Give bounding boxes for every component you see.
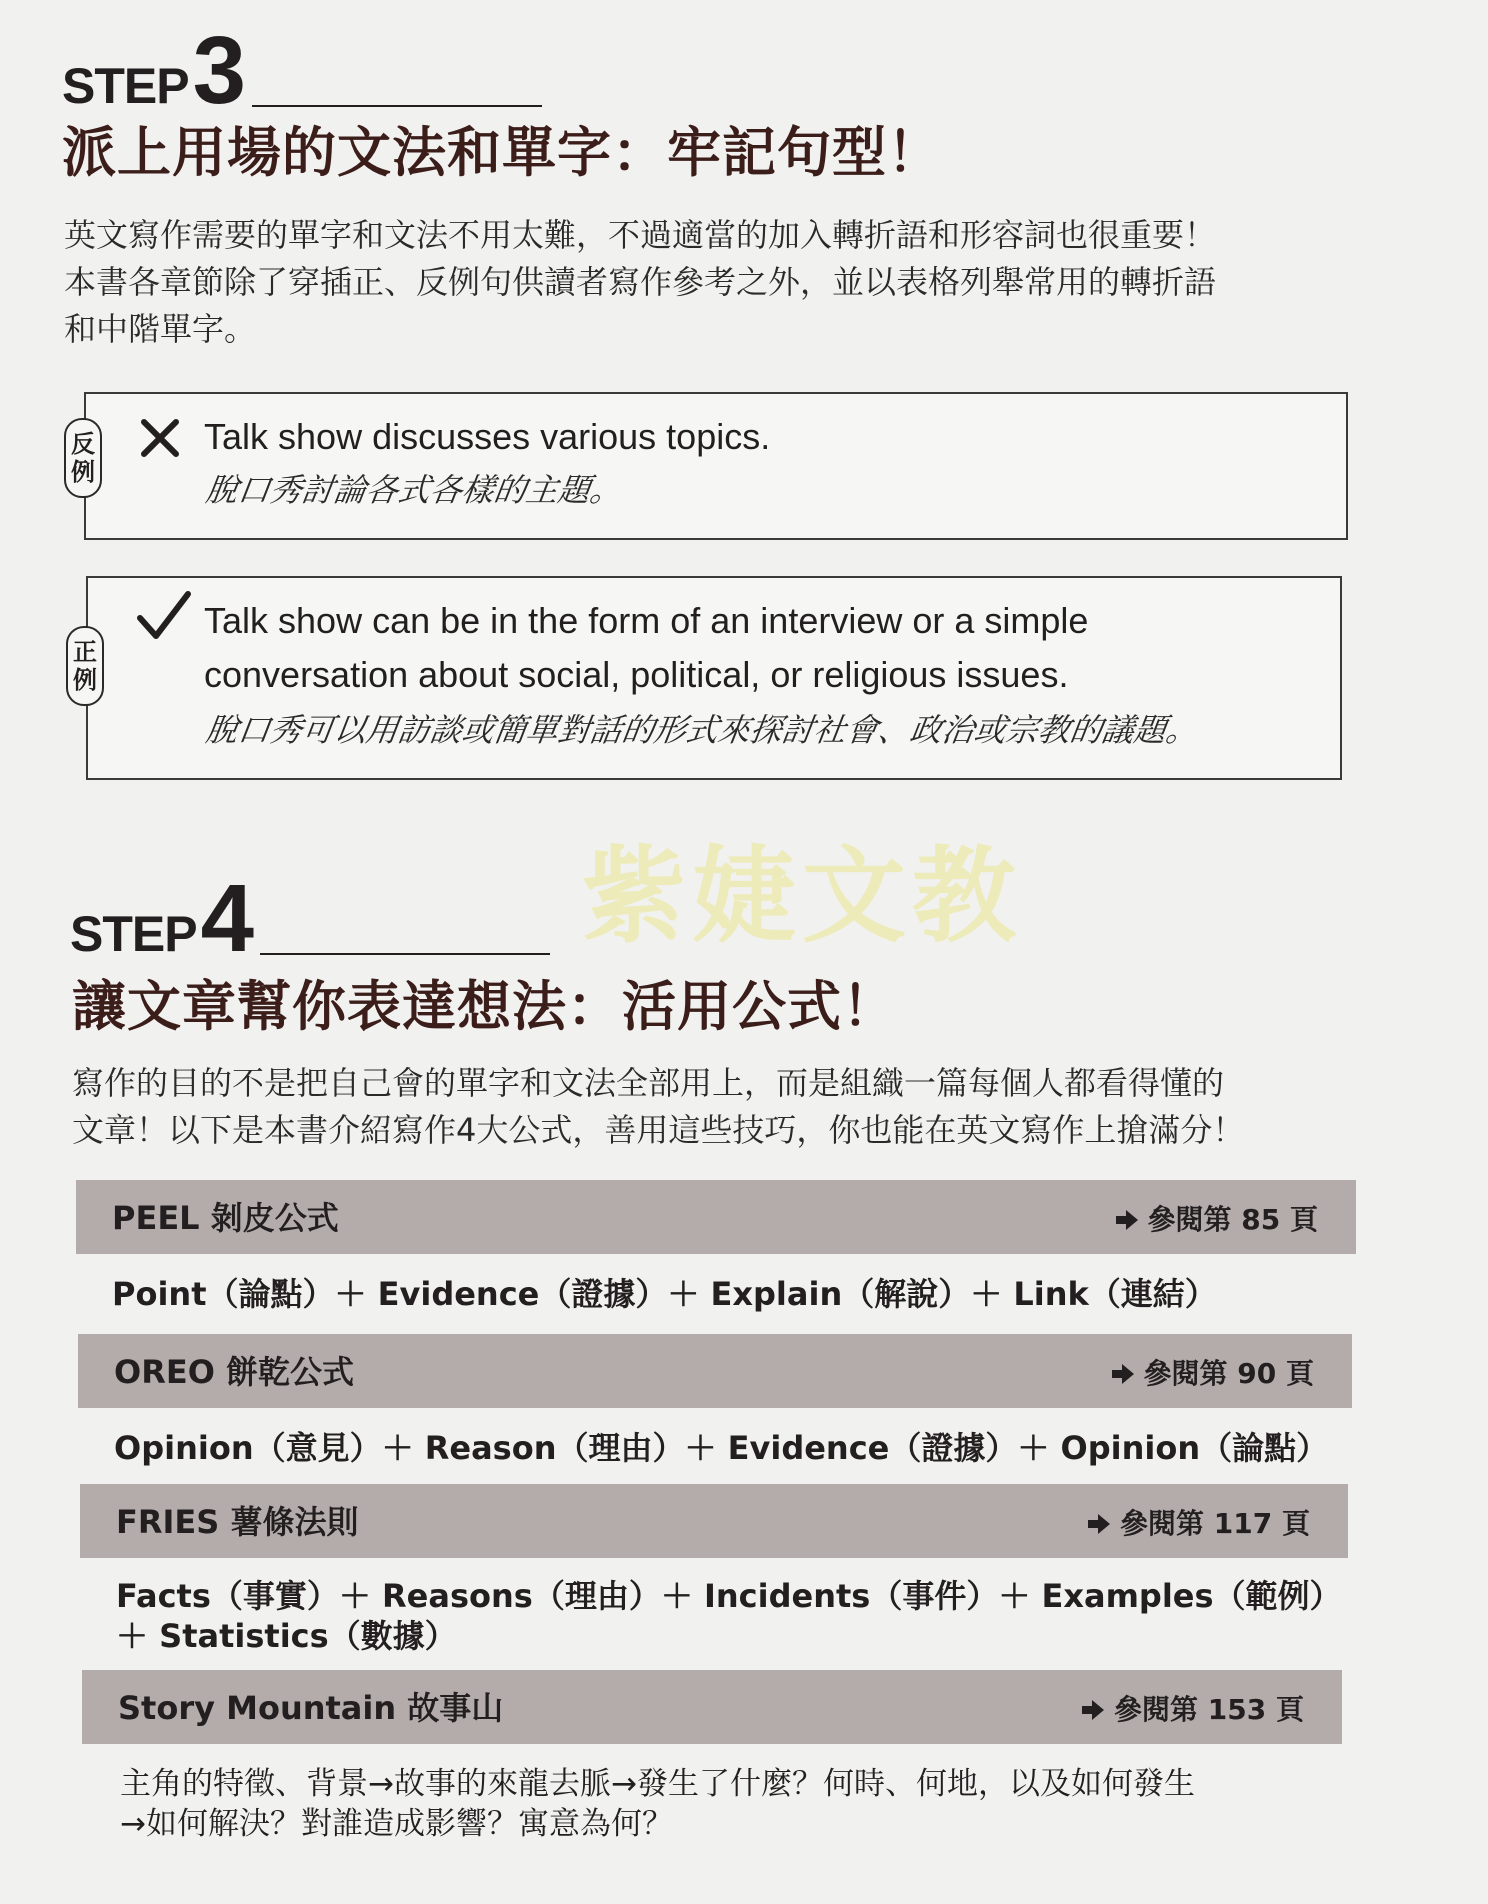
right-example-english-line: conversation about social, political, or religious issues. (204, 654, 1069, 695)
formula-body-line: Point（論點）＋ Evidence（證據）＋ Explain（解說）＋ Link（連結） (112, 1275, 1217, 1313)
step3-intro-line: 本書各章節除了穿插正、反例句供讀者寫作參考之外，並以表格列舉常用的轉折語 (64, 263, 1217, 301)
step3-title: 派上用場的文法和單字：牢記句型！ (62, 121, 942, 184)
arrow-right-icon (1114, 1208, 1140, 1232)
wrong-example-chinese: 脫口秀討論各式各樣的主題。 (203, 471, 625, 509)
formula-page-ref (1080, 1692, 1304, 1728)
right-example-english (204, 594, 1088, 702)
arrow-right-icon (1110, 1362, 1136, 1386)
formula-fries-body (116, 1576, 1342, 1656)
formula-name: FRIES 薯條法則 (116, 1503, 359, 1541)
step4-intro-line: 文章！以下是本書介紹寫作4大公式，善用這些技巧，你也能在英文寫作上搶滿分！ (72, 1111, 1245, 1149)
wrong-example-english-line: Talk show discusses various topics. (204, 416, 771, 457)
formula-fries-header (80, 1484, 1348, 1558)
formula-oreo-header (78, 1334, 1352, 1408)
step3-intro (64, 212, 1216, 353)
step4-intro (72, 1060, 1244, 1154)
formula-page-ref (1114, 1202, 1318, 1238)
wrong-example-tag-char: 例 (71, 458, 95, 486)
formula-name: OREO 餅乾公式 (114, 1353, 355, 1391)
wrong-example-english (204, 410, 770, 464)
formula-body-line: Opinion（意見）＋ Reason（理由）＋ Evidence（證據）＋ Opinion（論點） (114, 1429, 1329, 1467)
step4-heading (70, 865, 550, 972)
wrong-example-tag (64, 418, 102, 498)
formula-page-ref-text: 參閱第 85 頁 (1147, 1203, 1318, 1236)
step3-intro-line: 英文寫作需要的單字和文法不用太難，不過適當的加入轉折語和形容詞也很重要！ (64, 216, 1217, 254)
step3-number: 3 (192, 17, 246, 124)
formula-body-line: 主角的特徵、背景→故事的來龍去脈→發生了什麼？何時、何地，以及如何發生 (120, 1766, 1195, 1802)
formula-body-line: ＋ Statistics（數據） (116, 1617, 457, 1655)
step3-heading (62, 17, 542, 124)
step3-label: STEP (62, 57, 189, 114)
wrong-example-tag-char: 反 (71, 430, 95, 458)
step4-intro-line: 寫作的目的不是把自己會的單字和文法全部用上，而是組織一篇每個人都看得懂的 (72, 1064, 1225, 1102)
step3-intro-line: 和中階單字。 (64, 310, 257, 348)
arrow-right-icon (1086, 1512, 1112, 1536)
formula-oreo-body (114, 1428, 1328, 1468)
step4-title: 讓文章幫你表達想法：活用公式！ (72, 975, 897, 1038)
formula-peel-header (76, 1180, 1356, 1254)
formula-page-ref (1086, 1506, 1310, 1542)
formula-story-mountain-header (82, 1670, 1342, 1744)
right-example-tag-char: 例 (73, 666, 97, 694)
cross-icon (138, 416, 182, 460)
formula-page-ref (1110, 1356, 1314, 1392)
step3-rule (252, 105, 542, 107)
right-example-english-line: Talk show can be in the form of an interview or a simple (204, 600, 1089, 641)
step4-rule (260, 953, 550, 955)
check-icon (136, 590, 192, 642)
watermark: 紫婕文教 (582, 835, 1023, 957)
formula-story-mountain-body (120, 1764, 1195, 1844)
right-example-chinese: 脫口秀可以用訪談或簡單對話的形式來探討社會、政治或宗教的議題。 (203, 711, 1201, 749)
step4-label: STEP (70, 905, 197, 962)
formula-body-line: Facts（事實）＋ Reasons（理由）＋ Incidents（事件）＋ Examples（範例） (116, 1577, 1342, 1615)
step4-number: 4 (200, 865, 254, 972)
formula-peel-body (112, 1274, 1217, 1314)
formula-body-line: →如何解決？對誰造成影響？寓意為何？ (120, 1806, 673, 1842)
formula-page-ref-text: 參閱第 117 頁 (1120, 1507, 1310, 1540)
formula-page-ref-text: 參閱第 90 頁 (1143, 1357, 1314, 1390)
formula-name: Story Mountain 故事山 (118, 1689, 504, 1727)
right-example-tag-char: 正 (73, 638, 97, 666)
formula-page-ref-text: 參閱第 153 頁 (1114, 1693, 1304, 1726)
right-example-tag (66, 626, 104, 706)
arrow-right-icon (1080, 1698, 1106, 1722)
formula-name: PEEL 剝皮公式 (112, 1199, 339, 1237)
